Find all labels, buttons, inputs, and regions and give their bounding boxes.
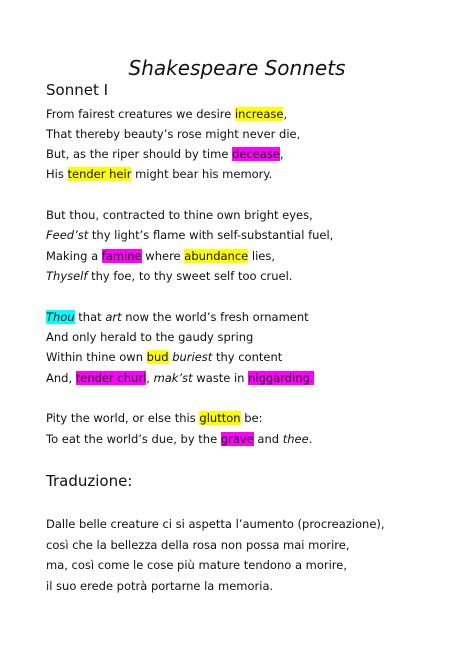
line-text: Making a [46, 249, 102, 263]
poem-line [46, 431, 312, 447]
poem-line [46, 309, 309, 325]
highlight-magenta: niggarding. [248, 371, 314, 385]
italic-word: art [105, 310, 122, 324]
line-text: that [74, 310, 106, 324]
line-text: waste in [192, 371, 249, 385]
line-text: might bear his memory. [131, 167, 273, 181]
line-text: , [279, 147, 284, 161]
highlight-magenta: famine [101, 249, 142, 263]
line-text: thy foe, to thy sweet self too cruel. [87, 269, 293, 283]
highlight-yellow: increase [234, 107, 284, 121]
highlight-cyan: Thou [46, 310, 75, 324]
poem-line [46, 146, 284, 162]
line-text: And, [46, 371, 76, 385]
italic-word: buriest [172, 350, 213, 364]
highlight-magenta: tender churl [75, 371, 147, 385]
line-text: now the world’s fresh ornament [121, 310, 309, 324]
line-text: where [141, 249, 185, 263]
line-text: Pity the world, or else this [46, 411, 200, 425]
poem-line [46, 106, 287, 122]
italic-word: mak’st [153, 371, 193, 385]
highlight-yellow: glutton [199, 411, 241, 425]
italic-word: Thyself [46, 269, 88, 283]
highlight-magenta: decease [232, 147, 280, 161]
line-text: , [283, 107, 288, 121]
translation-line: ma, così come le cose più mature tendono a morire, [46, 558, 348, 572]
highlight-magenta: grave [220, 432, 254, 446]
highlight-yellow: tender heir [67, 167, 132, 181]
line-text: lies, [248, 249, 276, 263]
poem-line: And only herald to the gaudy spring [46, 330, 254, 344]
poem-line [46, 166, 272, 182]
poem-line [46, 410, 262, 426]
translation-line: il suo erede potrà portarne la memoria. [46, 579, 274, 593]
highlight-yellow: bud [146, 350, 169, 364]
poem-line [46, 349, 282, 365]
line-text: . [308, 432, 313, 446]
line-text: His [46, 167, 68, 181]
line-text: and [253, 432, 283, 446]
translation-heading: Traduzione: [46, 472, 133, 490]
poem-line [46, 248, 275, 264]
line-text: thy light’s flame with self-substantial fuel, [88, 228, 334, 242]
translation-line: così che la bellezza della rosa non possa mai morire, [46, 538, 350, 552]
line-text: From fairest creatures we desire [46, 107, 235, 121]
poem-line: That thereby beauty’s rose might never die, [46, 127, 301, 141]
poem-line [46, 268, 292, 284]
line-text: be: [240, 411, 263, 425]
line-text: thy content [212, 350, 283, 364]
italic-word: Feed’st [46, 228, 89, 242]
line-text: , [146, 371, 154, 385]
document-title: Shakespeare Sonnets [128, 56, 346, 80]
sonnet-heading: Sonnet I [46, 81, 109, 99]
highlight-yellow: abundance [184, 249, 249, 263]
poem-line [46, 227, 333, 243]
line-text: Within thine own [46, 350, 147, 364]
poem-line: But thou, contracted to thine own bright eyes, [46, 208, 313, 222]
translation-line: Dalle belle creature ci si aspetta l’aumento (procreazione), [46, 517, 385, 531]
poem-line [46, 370, 314, 386]
line-text: To eat the world’s due, by the [46, 432, 221, 446]
italic-word: thee [282, 432, 309, 446]
line-text: But, as the riper should by time [46, 147, 233, 161]
